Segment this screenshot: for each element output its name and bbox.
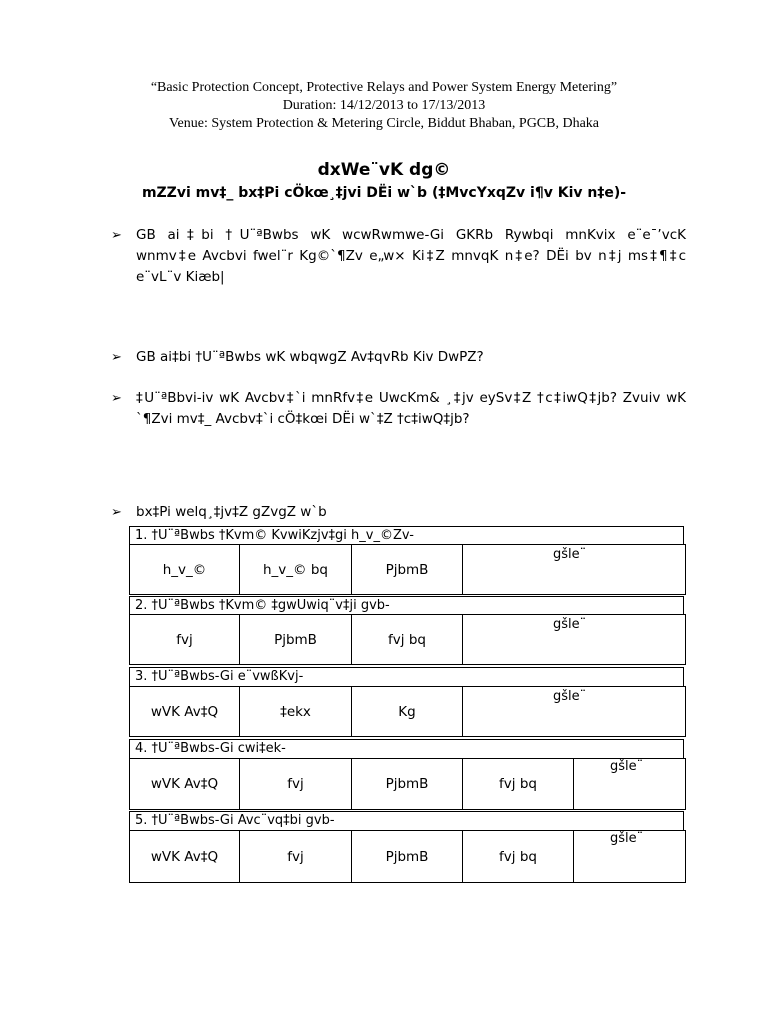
course-duration: Duration: 14/12/2013 to 17/13/2013 [282,98,486,113]
comment-label: gšle¨ [610,759,644,774]
option-label: fvj bq [499,776,537,792]
option-label: PjbmB [385,776,429,792]
option-label: PjbmB [385,848,429,865]
rating-section-heading: 3. †U¨ªBwbs-Gi e¨vwßKvj- [129,667,684,687]
rating-section-heading: 4. †U¨ªBwbs-Gi cwi‡ek- [129,739,684,759]
option-cell[interactable] [463,831,574,882]
option-label: PjbmB [274,631,317,648]
question-line: e¨vL¨v Kiæb| [136,269,225,285]
form-subtitle: mZZvi mv‡_ bx‡Pi cÖkœ¸‡jvi DËi w`b (‡MvcYxqZv i¶v Kiv n‡e)- [141,185,627,201]
option-cell[interactable] [352,831,463,882]
form-title: dxWe¨vK dg© [317,160,451,180]
question-line: GB ai‡bi †U¨ªBwbs wK wbqwgZ Av‡qvRb Kiv DwPZ? [136,349,484,365]
question-line: ‡U¨ªBbvi-iv wK Avcbv‡`i mnRfv‡e UwcKm& ¸‡jv eySv‡Z †c‡iwQ‡jb? Zvuiv wK [136,390,686,406]
option-cell[interactable] [352,545,463,594]
rating-row-duration [129,686,686,737]
option-label: fvj bq [388,631,426,648]
comment-label: gšle¨ [553,617,587,632]
document-header [0,79,768,133]
option-cell[interactable] [240,615,352,664]
course-title: “Basic Protection Concept, Protective Relays and Power System Energy Metering” [150,80,618,95]
question-2 [136,347,686,368]
comment-label: gšle¨ [610,831,644,846]
bullet-icon: ➢ [111,350,122,365]
course-venue: Venue: System Protection & Metering Circle, Biddut Bhaban, PGCB, Dhaka [168,116,600,131]
option-label: wVK Av‡Q [150,703,219,720]
option-label: fvj [287,776,304,792]
option-cell[interactable] [240,687,352,736]
question-line: `¶Zvi mv‡_ Avcbv‡`i cÖ‡kœi DËi w`‡Z †c‡iwQ‡jb? [136,411,470,427]
question-line: GB ai‡bi †U¨ªBwbs wK wcwRwmwe-Gi GKRb Rywbqi mnKvix e¨e¯’vcK [136,227,686,243]
option-label: PjbmB [385,561,429,578]
bullet-icon: ➢ [111,228,122,243]
rating-section-heading: 2. †U¨ªBwbs †Kvm© ‡gwUwiq¨v‡ji gvb- [129,596,684,615]
option-label: wVK Av‡Q [150,848,219,865]
option-cell[interactable] [240,759,352,809]
option-cell[interactable] [352,687,463,736]
option-cell[interactable] [130,831,240,882]
question-1 [136,225,686,288]
rating-row-curriculum [129,544,686,595]
rating-row-hospitality [129,830,686,883]
option-cell[interactable] [240,831,352,882]
rating-section-heading: 5. †U¨ªBwbs-Gi Avc¨vq‡bi gvb- [129,811,684,831]
comment-label: gšle¨ [553,547,587,562]
option-label: ‡ekx [280,703,311,720]
option-label: Kg [398,703,416,720]
rating-row-environment [129,758,686,810]
option-label: fvj [176,631,193,648]
option-label: fvj bq [499,848,537,865]
question-4 [136,502,686,523]
option-cell[interactable] [130,759,240,809]
option-label: wVK Av‡Q [150,776,219,792]
option-label: fvj [287,848,304,865]
rating-section-heading: 1. †U¨ªBwbs †Kvm© KvwiKzjv‡gi h_v_©Zv- [129,526,684,545]
option-cell[interactable] [240,545,352,594]
option-cell[interactable] [130,687,240,736]
rating-row-material [129,614,686,665]
comment-label: gšle¨ [553,689,587,704]
option-cell[interactable] [463,759,574,809]
option-label: h_v_© [162,561,207,578]
option-cell[interactable] [130,545,240,594]
question-line: bx‡Pi welq¸‡jv‡Z gZvgZ w`b [136,504,327,520]
option-cell[interactable] [130,615,240,664]
option-cell[interactable] [352,759,463,809]
bullet-icon: ➢ [111,391,122,406]
option-label: h_v_© bq [263,561,328,578]
option-cell[interactable] [352,615,463,664]
question-3 [136,388,686,430]
bullet-icon: ➢ [111,505,122,520]
question-line: wnmv‡e Avcbvi fwel¨r Kg©`¶Zv e„w× Ki‡Z mnvqK n‡e? DËi bv n‡j ms‡¶‡c [136,248,686,264]
